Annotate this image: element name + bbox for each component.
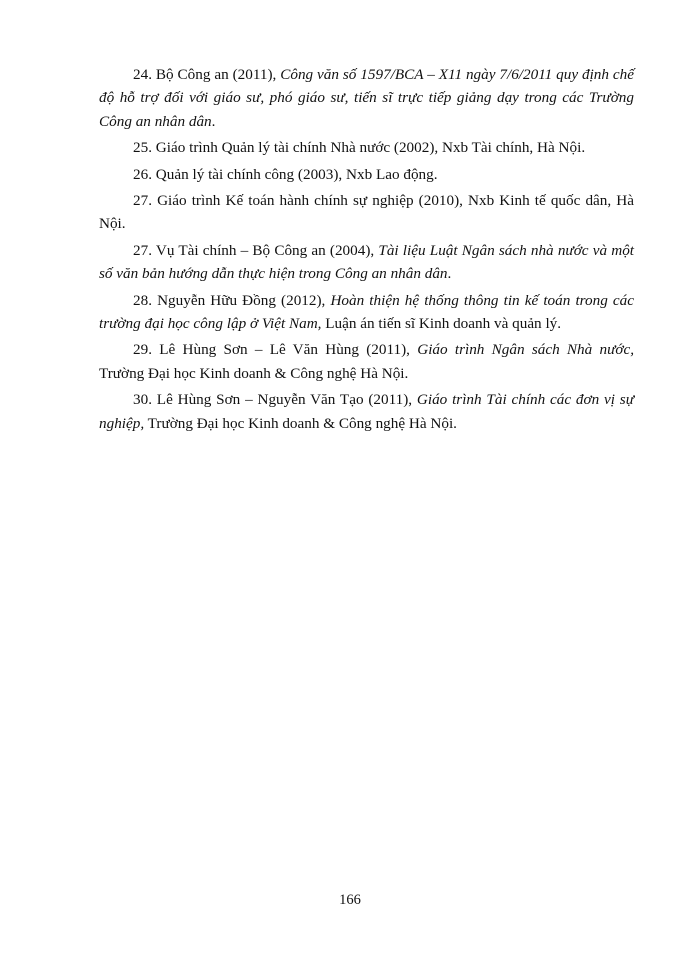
- reference-author-year: 28. Nguyễn Hữu Đồng (2012),: [133, 291, 331, 309]
- reference-item-28: [99, 289, 634, 336]
- reference-item-29: [99, 338, 634, 385]
- reference-item-27b: [99, 239, 634, 286]
- reference-author-year: 30. Lê Hùng Sơn – Nguyễn Văn Tạo (2011),: [133, 391, 417, 409]
- reference-list: [99, 63, 634, 438]
- reference-text: 25. Giáo trình Quản lý tài chính Nhà nước (2002), Nxb Tài chính, Hà Nội.: [133, 139, 586, 157]
- page-number: 166: [339, 892, 361, 908]
- reference-item-26: [99, 163, 634, 186]
- reference-item-30: [99, 388, 634, 435]
- reference-item-27a: [99, 189, 634, 236]
- reference-tail: Trường Đại học Kinh doanh & Công nghệ Hà Nội.: [99, 364, 409, 382]
- reference-title: Giáo trình Tài chính các đơn vị sự nghiệp,: [99, 391, 635, 432]
- reference-title: Công văn số 1597/BCA – X11 ngày 7/6/2011 quy định chế độ hỗ trợ đối với giáo sư, phó giáo sư, tiến sĩ trực tiếp giảng dạy trong các Trường Công an nhân dân: [99, 66, 634, 130]
- reference-text: 27. Giáo trình Kế toán hành chính sự nghiệp (2010), Nxb Kinh tế quốc dân, Hà Nội.: [99, 192, 634, 233]
- reference-title: Giáo trình Ngân sách Nhà nước,: [417, 341, 635, 359]
- reference-tail: .: [211, 112, 216, 130]
- reference-author-year: 29. Lê Hùng Sơn – Lê Văn Hùng (2011),: [133, 341, 418, 359]
- reference-tail: .: [447, 265, 452, 283]
- reference-title: Tài liệu Luật Ngân sách nhà nước và một số văn bản hướng dẫn thực hiện trong Công an nhân dân: [99, 241, 635, 283]
- reference-author-year: 24. Bộ Công an (2011),: [133, 66, 281, 83]
- reference-author-year: 27. Vụ Tài chính – Bộ Công an (2004),: [133, 241, 379, 259]
- reference-tail: Luận án tiến sĩ Kinh doanh và quản lý.: [321, 315, 562, 333]
- reference-item-24: [99, 63, 634, 133]
- reference-tail: Trường Đại học Kinh doanh & Công nghệ Hà Nội.: [144, 414, 457, 432]
- reference-text: 26. Quản lý tài chính công (2003), Nxb Lao động.: [133, 165, 438, 183]
- reference-item-25: [99, 136, 634, 159]
- reference-title: Hoàn thiện hệ thống thông tin kế toán trong các trường đại học công lập ở Việt Nam,: [99, 291, 634, 333]
